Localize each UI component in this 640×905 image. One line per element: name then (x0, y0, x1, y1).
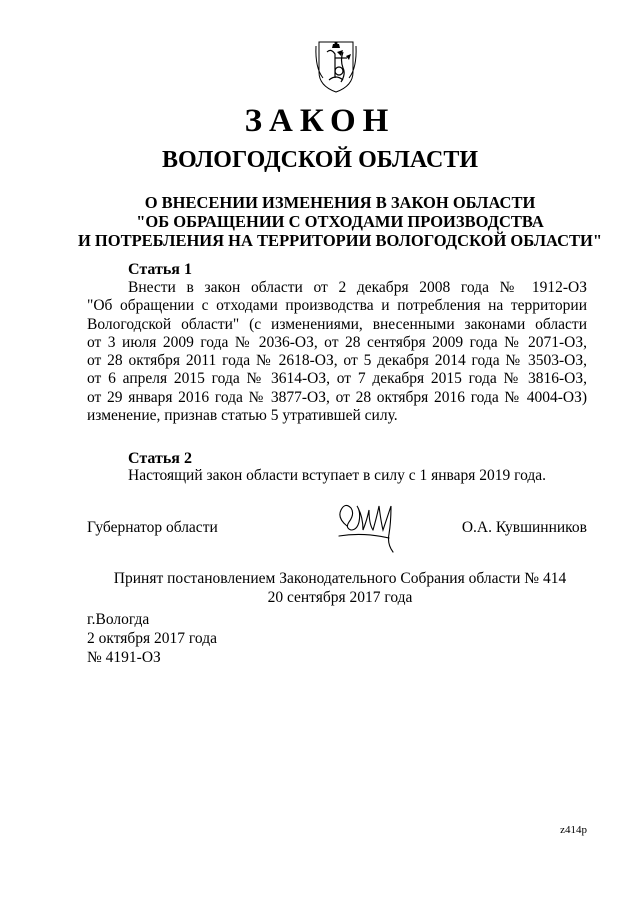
governor-name: О.А. Кувшинников (461, 519, 587, 536)
article-1-line: Внести в закон области от 2 декабря 2008 года № 1912-ОЗ (128, 279, 587, 296)
adoption-date: 20 сентября 2017 года (267, 588, 413, 606)
place-and-date (87, 610, 217, 667)
law-heading-line: "ОБ ОБРАЩЕНИИ С ОТХОДАМИ ПРОИЗВОДСТВА (136, 212, 544, 231)
article-1-line: от 6 апреля 2015 года № 3614-ОЗ, от 7 декабря 2015 года № 3816-ОЗ, (87, 370, 587, 388)
governor-position: Губернатор области (87, 519, 218, 536)
article-1-line: изменение, признав статью 5 утратившей силу. (87, 407, 398, 425)
law-heading-line: О ВНЕСЕНИИ ИЗМЕНЕНИЯ В ЗАКОН ОБЛАСТИ (144, 193, 536, 212)
article-1-title: Статья 1 (128, 261, 192, 278)
article-1-line: от 29 января 2016 года № 3877-ОЗ, от 28 октября 2016 года № 4004-ОЗ) (87, 388, 587, 406)
city: г.Вологда (87, 611, 150, 628)
document-title: ЗАКОН (244, 103, 396, 139)
article-1-line: от 3 июля 2009 года № 2036-ОЗ, от 28 сентября 2009 года № 2071-ОЗ, (87, 333, 587, 351)
document-code: z414p (560, 824, 587, 836)
article-1-body (87, 279, 587, 425)
law-number: № 4191-ОЗ (87, 649, 161, 666)
article-1-line: от 28 октября 2011 года № 2618-ОЗ, от 5 декабря 2014 года № 3503-ОЗ, (87, 352, 587, 370)
coat-of-arms-icon (313, 38, 359, 94)
document-subtitle: ВОЛОГОДСКОЙ ОБЛАСТИ (161, 147, 479, 173)
signing-date: 2 октября 2017 года (87, 630, 217, 647)
article-1-line: "Об обращении с отходами производства и потребления на территории (87, 297, 587, 315)
law-heading (0, 193, 640, 250)
article-2-body: Настоящий закон области вступает в силу с 1 января 2019 года. (128, 467, 547, 484)
law-heading-line: И ПОТРЕБЛЕНИЯ НА ТЕРРИТОРИИ ВОЛОГОДСКОЙ ОБЛАСТИ" (77, 231, 603, 250)
article-2-title: Статья 2 (128, 450, 192, 467)
handwritten-signature (333, 496, 403, 556)
article-1-line: Вологодской области" (с изменениями, внесенными законами области (87, 315, 587, 333)
adoption-line: Принят постановлением Законодательного Собрания области № 414 (113, 570, 567, 587)
adoption-statement (0, 570, 640, 607)
